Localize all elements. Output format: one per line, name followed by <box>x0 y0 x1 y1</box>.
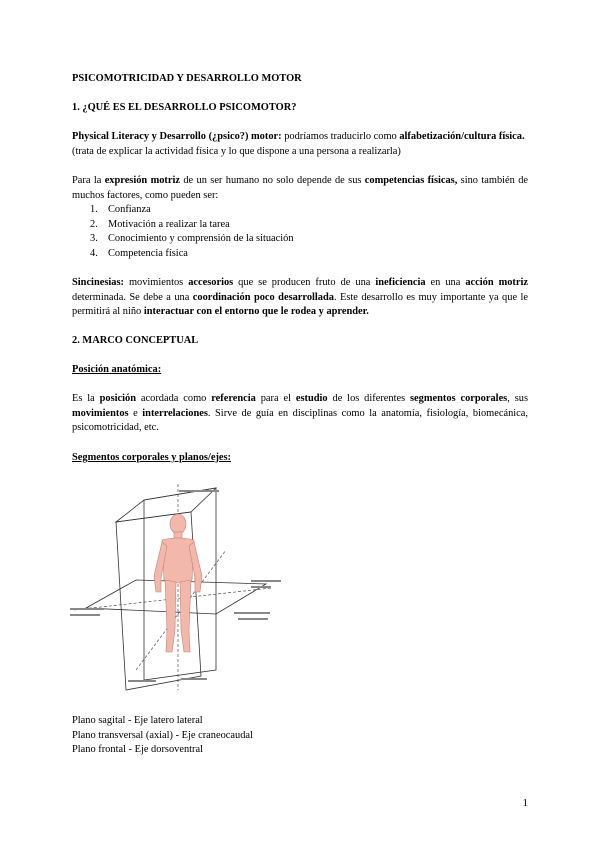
text-run: acordada como <box>136 393 212 404</box>
text-run: referencia <box>211 393 256 404</box>
section-2-heading: 2. MARCO CONCEPTUAL <box>72 335 199 346</box>
text-run: expresión motriz <box>104 175 180 186</box>
text-run: estudio <box>295 393 328 404</box>
text-run: ineficiencia <box>375 277 426 288</box>
factors-list <box>72 203 528 261</box>
anatomical-planes-illustration <box>66 480 286 695</box>
text-run: Es la <box>72 393 100 404</box>
list-item: 2. Motivación a realizar la tarea <box>90 218 230 230</box>
text-run: Physical Literacy y Desarrollo (¿psico?) motor: <box>72 131 282 142</box>
planes-captions <box>72 714 528 758</box>
list-item: 4. Competencia física <box>90 247 188 259</box>
text-run: de los diferentes <box>327 393 411 404</box>
caption-frontal: Plano frontal - Eje dorsoventral <box>72 744 203 756</box>
paragraph-posicion-anatomica <box>72 392 528 436</box>
caption-sagital: Plano sagital - Eje latero lateral <box>72 715 203 726</box>
subheading-segmentos: Segmentos corporales y planos/ejes: <box>72 452 232 463</box>
page-number: 1 <box>522 797 528 809</box>
subheading-posicion-anatomica: Posición anatómica: <box>72 364 162 375</box>
text-run: . Sirve de guía en disciplinas como la anatomía, fisiología, biomecánica, psicomotricidad, etc. <box>72 407 528 433</box>
text-run: . Este desarrollo es muy importante ya que le permitirá al niño <box>72 291 528 317</box>
paragraph-sincinesias <box>72 276 528 320</box>
text-run: para el <box>255 393 296 404</box>
list-item: 3. Conocimiento y comprensión de la situación <box>90 233 294 244</box>
section-1-heading: 1. ¿QUÉ ES EL DESARROLLO PSICOMOTOR? <box>72 102 297 113</box>
text-run: que se producen fruto de una <box>233 277 376 288</box>
text-run: acción motriz <box>465 277 528 288</box>
text-run: Para la <box>72 175 105 186</box>
text-run: Sincinesias: <box>72 277 124 288</box>
paragraph-expresion-motriz <box>72 174 528 203</box>
text-run: competencias físicas, <box>364 175 458 186</box>
list-item: 1. Confianza <box>90 204 151 215</box>
text-run: en una <box>425 277 466 288</box>
text-run: sino también de muchos factores, como pueden ser: <box>72 175 529 201</box>
text-run: posición <box>99 393 137 404</box>
paragraph-physical-literacy <box>72 130 528 159</box>
caption-transversal: Plano transversal (axial) - Eje craneocaudal <box>72 729 253 741</box>
text-run: segmentos corporales <box>410 393 508 404</box>
document-title: PSICOMOTRICIDAD Y DESARROLLO MOTOR <box>72 73 302 84</box>
text-run: alfabetización/cultura física. <box>399 131 525 142</box>
text-run: interactuar con el entorno que le rodea y aprender. <box>143 306 369 317</box>
text-run: de un ser humano no solo depende de sus <box>180 175 365 186</box>
text-run: , sus <box>507 393 528 404</box>
text-run: accesorios <box>188 277 234 288</box>
text-run: podríamos traducirlo como <box>281 131 400 142</box>
text-run: movimientos <box>123 277 189 288</box>
text-run: coordinación poco desarrollada <box>192 291 334 303</box>
anatomical-planes-figure <box>66 480 286 695</box>
text-run: (trata de explicar la actividad física y lo que dispone a una persona a realizarla) <box>72 145 401 157</box>
text-run: determinada. Se debe a una <box>72 291 193 303</box>
text-run: interrelaciones <box>142 407 208 419</box>
text-run: movimientos <box>72 407 129 419</box>
text-run: e <box>128 407 143 419</box>
